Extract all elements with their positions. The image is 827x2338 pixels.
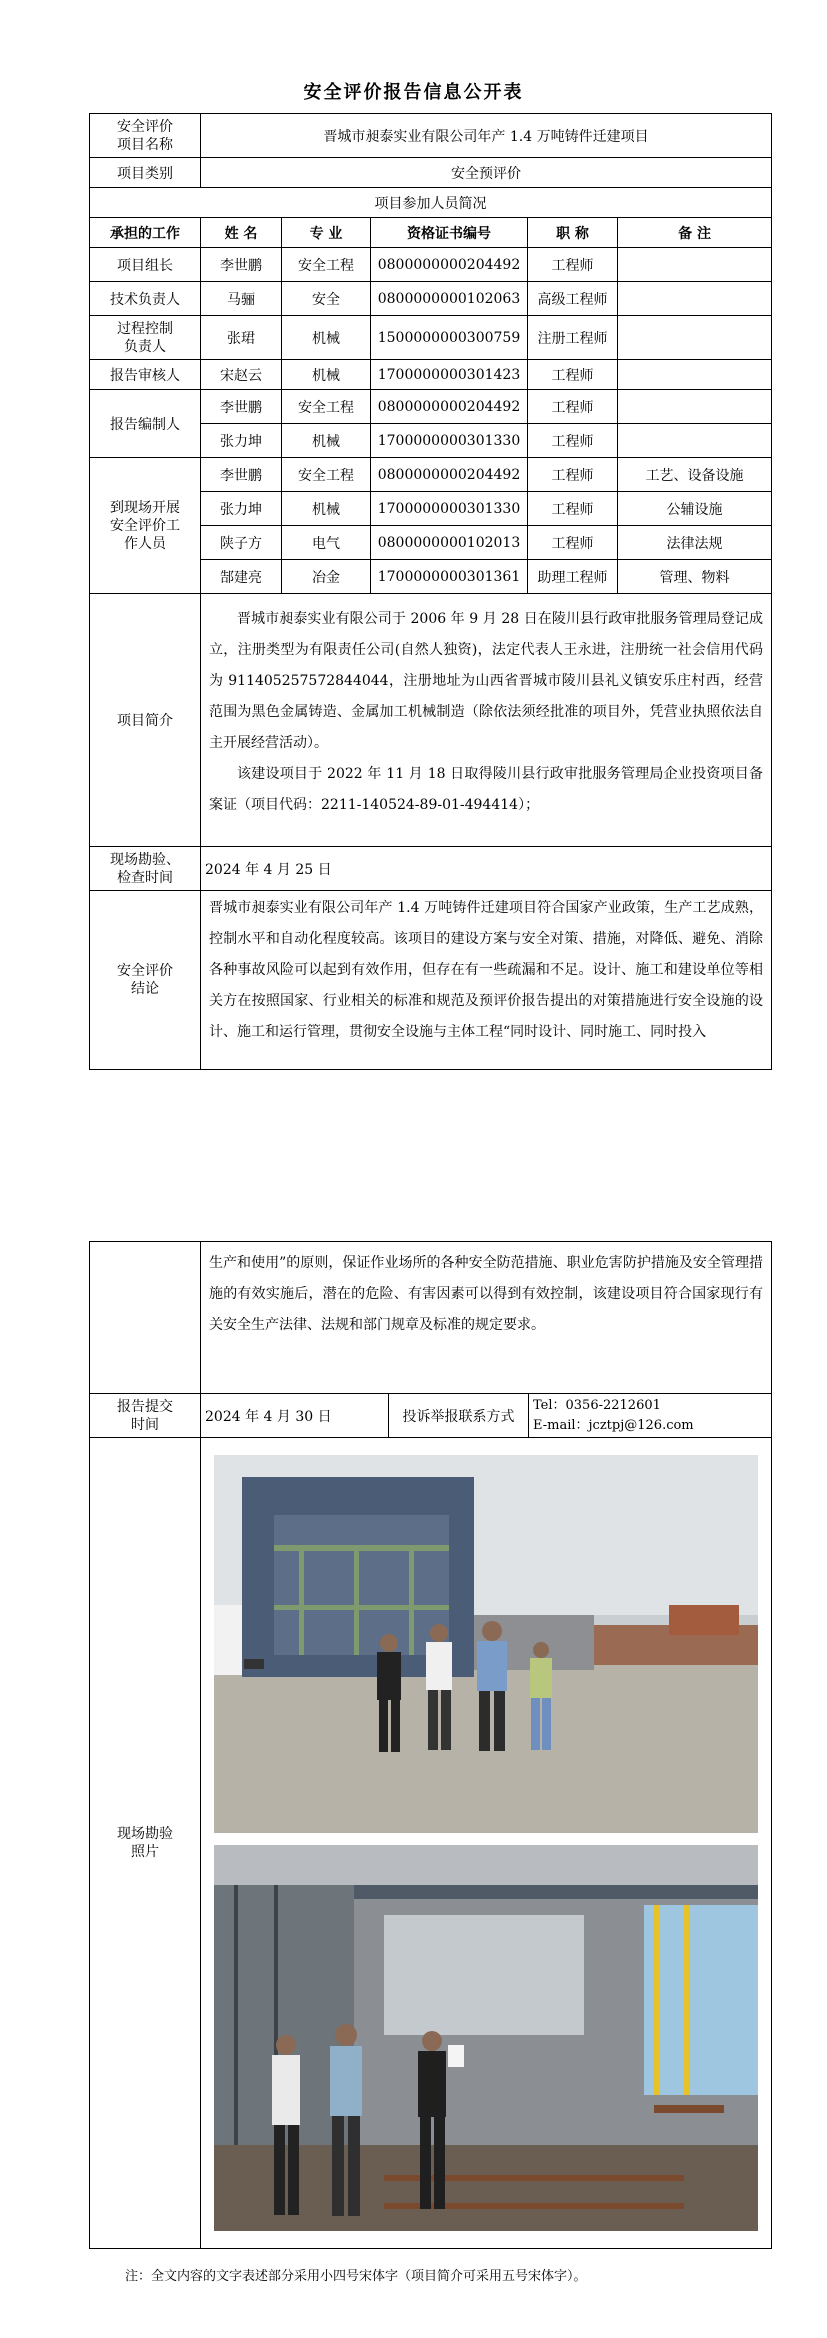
survey-date: 2024 年 4 月 25 日 (201, 847, 772, 891)
title-cell: 工程师 (528, 390, 618, 424)
footnote: 注：全文内容的文字表述部分采用小四号宋体字（项目简介可采用五号宋体字）。 (125, 2269, 587, 2284)
cert-cell: 0800000000204492 (371, 390, 528, 424)
header-cell: 专 业 (282, 218, 371, 248)
submission-date: 2024 年 4 月 30 日 (201, 1394, 389, 1438)
major-cell: 安全工程 (282, 390, 371, 424)
note-cell (618, 390, 772, 424)
major-cell: 安全工程 (282, 248, 371, 282)
page-title: 安全评价报告信息公开表 (303, 82, 524, 103)
title-cell: 工程师 (528, 360, 618, 390)
contact-tel: Tel：0356-2212601 (533, 1397, 661, 1413)
header-cell: 备 注 (618, 218, 772, 248)
name-cell: 李世鹏 (201, 390, 282, 424)
note-cell: 工艺、设备设施 (618, 458, 772, 492)
major-cell: 机械 (282, 316, 371, 360)
photos-label: 现场勘验 照片 (90, 1438, 201, 2249)
role-cell: 过程控制 负责人 (90, 316, 201, 360)
note-cell: 管理、物料 (618, 560, 772, 594)
major-cell: 机械 (282, 424, 371, 458)
name-cell: 马骊 (201, 282, 282, 316)
note-cell (618, 282, 772, 316)
site-photo-1 (214, 1455, 758, 1833)
cert-cell: 1700000000301330 (371, 492, 528, 526)
name-cell: 张珺 (201, 316, 282, 360)
table-row (90, 248, 772, 282)
contact-email: E-mail：jcztpj@126.com (533, 1417, 694, 1433)
cert-cell: 0800000000102063 (371, 282, 528, 316)
table-row (90, 390, 772, 424)
note-cell: 法律法规 (618, 526, 772, 560)
title-cell: 高级工程师 (528, 282, 618, 316)
survey-label: 现场勘验、 检查时间 (90, 847, 201, 891)
info-table-page2 (89, 1241, 772, 2249)
conclusion-text-part2: 生产和使用”的原则，保证作业场所的各种安全防范措施、职业危害防护措施及安全管理措施的有效实施后，潜在的危险、有害因素可以得到有效控制，该建设项目符合国家现行有关安全生产法律、法规和部门规章及标准的规定要求。 (201, 1242, 772, 1394)
conclusion-text-part1: 晋城市昶泰实业有限公司年产 1.4 万吨铸件迁建项目符合国家产业政策，生产工艺成熟，控制水平和自动化程度较高。该项目的建设方案与安全对策、措施，对降低、避免、消除各种事故风险可以起到有效作用，但存在有一些疏漏和不足。设计、施工和建设单位等相关方在按照国家、行业相关的标准和规范及预评价报告提出的对策措施进行安全设施的设计、施工和运行管理，贯彻安全设施与主体工程“同时设计、同时施工、同时投入 (201, 891, 772, 1070)
major-cell: 冶金 (282, 560, 371, 594)
table-row (90, 360, 772, 390)
intro-label: 项目简介 (90, 594, 201, 847)
contact-info (529, 1394, 772, 1438)
name-cell: 李世鹏 (201, 458, 282, 492)
table-row (90, 282, 772, 316)
name-cell: 张力坤 (201, 424, 282, 458)
role-cell: 项目组长 (90, 248, 201, 282)
role-cell: 报告审核人 (90, 360, 201, 390)
project-category-label: 项目类别 (90, 158, 201, 188)
project-category: 安全预评价 (201, 158, 772, 188)
major-cell: 安全 (282, 282, 371, 316)
title-cell: 工程师 (528, 424, 618, 458)
cert-cell: 0800000000204492 (371, 248, 528, 282)
cert-cell: 0800000000204492 (371, 458, 528, 492)
header-cell: 职 称 (528, 218, 618, 248)
table-row (90, 458, 772, 492)
photos-cell (201, 1438, 772, 2249)
title-cell: 工程师 (528, 248, 618, 282)
table-row (90, 316, 772, 360)
personnel-heading: 项目参加人员简况 (90, 188, 772, 218)
title-cell: 工程师 (528, 526, 618, 560)
role-cell: 技术负责人 (90, 282, 201, 316)
name-cell: 宋赵云 (201, 360, 282, 390)
major-cell: 电气 (282, 526, 371, 560)
cert-cell: 1700000000301330 (371, 424, 528, 458)
name-cell: 陕子方 (201, 526, 282, 560)
title-cell: 注册工程师 (528, 316, 618, 360)
title-cell: 助理工程师 (528, 560, 618, 594)
intro-text (201, 594, 772, 847)
note-cell (618, 360, 772, 390)
cert-cell: 0800000000102013 (371, 526, 528, 560)
intro-paragraph-1: 晋城市昶泰实业有限公司于 2006 年 9 月 28 日在陵川县行政审批服务管理局登记成立，注册类型为有限责任公司(自然人独资)，法定代表人王永进，注册统一社会信用代码为 91140525757284404​4，注册地址为山西省晋城市陵川县礼义镇安乐庄村西，经营范围为黑色金属铸造、金属加工机械制造（除依法须经批准的项目外，凭营业执照依法自主开展经营活动）。 (209, 611, 764, 751)
cert-cell: 1700000000301423 (371, 360, 528, 390)
personnel-header-row (90, 218, 772, 248)
submission-label: 报告提交 时间 (90, 1394, 201, 1438)
conclusion-label: 安全评价 结论 (90, 891, 201, 1070)
doorway (644, 1905, 758, 2095)
header-cell: 资格证书编号 (371, 218, 528, 248)
site-photo-2 (214, 1845, 758, 2231)
project-name-label: 安全评价 项目名称 (90, 114, 201, 158)
cert-cell: 1500000000300759 (371, 316, 528, 360)
note-cell (618, 248, 772, 282)
major-cell: 机械 (282, 360, 371, 390)
note-cell: 公辅设施 (618, 492, 772, 526)
info-table-page1 (89, 113, 772, 1070)
title-cell: 工程师 (528, 458, 618, 492)
note-cell (618, 316, 772, 360)
note-cell (618, 424, 772, 458)
role-cell: 报告编制人 (90, 390, 201, 458)
conclusion-continued-label (90, 1242, 201, 1394)
major-cell: 安全工程 (282, 458, 371, 492)
header-cell: 姓 名 (201, 218, 282, 248)
name-cell: 李世鹏 (201, 248, 282, 282)
role-cell: 到现场开展 安全评价工 作人员 (90, 458, 201, 594)
contact-label: 投诉举报联系方式 (389, 1394, 529, 1438)
name-cell: 郜建亮 (201, 560, 282, 594)
intro-paragraph-2: 该建设项目于 2022 年 11 月 18 日取得陵川县行政审批服务管理局企业投资项目备案证（项目代码：2211-140524-89-01-494414）； (209, 766, 764, 813)
name-cell: 张力坤 (201, 492, 282, 526)
title-cell: 工程师 (528, 492, 618, 526)
header-cell: 承担的工作 (90, 218, 201, 248)
project-name: 晋城市昶泰实业有限公司年产 1.4 万吨铸件迁建项目 (201, 114, 772, 158)
major-cell: 机械 (282, 492, 371, 526)
cert-cell: 1700000000301361 (371, 560, 528, 594)
